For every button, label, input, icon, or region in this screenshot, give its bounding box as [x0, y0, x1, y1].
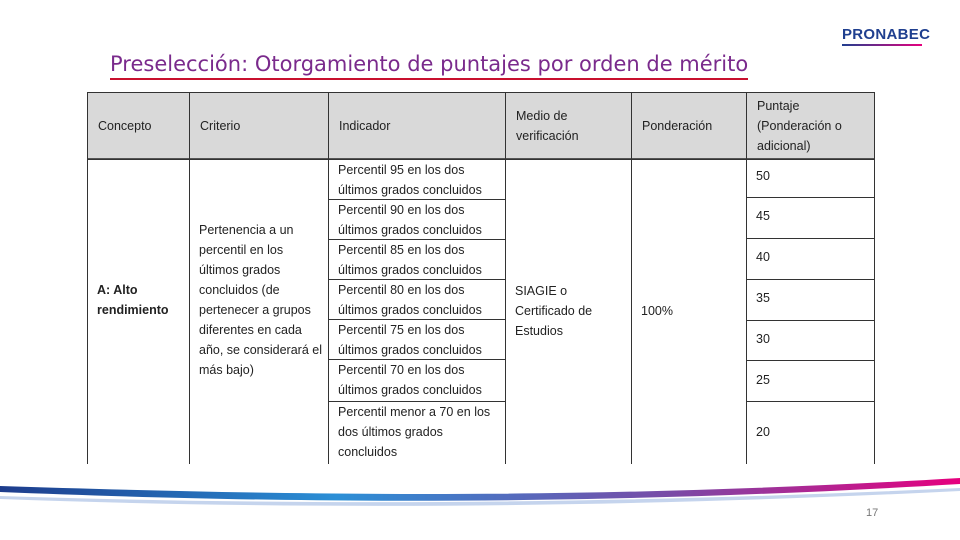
row-divider — [328, 199, 506, 200]
row-divider — [746, 320, 875, 321]
indicador-cell: Percentil 80 en los dos últimos grados concluidos — [338, 283, 482, 317]
header-criterio: Criterio — [189, 92, 329, 159]
header-medio: Medio de verificación — [505, 92, 632, 159]
header-indicador: Indicador — [328, 92, 506, 159]
table-border — [631, 92, 632, 464]
row-divider — [746, 197, 875, 198]
ponderacion-cell: 100% — [641, 304, 673, 318]
concepto-cell: A: Alto rendimiento — [97, 283, 169, 317]
pronabec-logo: PRONABEC — [842, 26, 931, 43]
table-border — [87, 92, 88, 464]
table-border — [189, 92, 190, 464]
criterio-cell: Pertenencia a un percentil en los últimos grados concluidos (de pertenecer a grupos diferentes en cada año, se considerará el más bajo) — [199, 223, 322, 377]
indicador-cell: Percentil 70 en los dos últimos grados concluidos — [338, 363, 482, 397]
puntaje-cell: 35 — [756, 291, 770, 305]
footer-swoosh — [0, 472, 960, 512]
table-border — [87, 159, 875, 160]
medio-cell: SIAGIE o Certificado de Estudios — [515, 284, 593, 338]
table-border — [746, 92, 747, 464]
indicador-cell: Percentil 75 en los dos últimos grados concluidos — [338, 323, 482, 357]
header-concepto: Concepto — [87, 92, 190, 159]
row-divider — [328, 401, 506, 402]
table-border — [505, 92, 506, 464]
row-divider — [746, 401, 875, 402]
indicador-cell: Percentil 95 en los dos últimos grados concluidos — [338, 163, 482, 197]
puntaje-cell: 40 — [756, 250, 770, 264]
indicador-cell: Percentil menor a 70 en los dos últimos grados concluidos — [338, 405, 491, 459]
puntaje-cell: 50 — [756, 169, 770, 183]
puntaje-cell: 25 — [756, 373, 770, 387]
row-divider — [746, 238, 875, 239]
table-border — [874, 92, 875, 464]
puntaje-cell: 30 — [756, 332, 770, 346]
row-divider — [328, 239, 506, 240]
page-number: 17 — [866, 507, 879, 519]
criteria-table — [87, 92, 875, 464]
indicador-cell: Percentil 85 en los dos últimos grados concluidos — [338, 243, 482, 277]
puntaje-cell: 20 — [756, 425, 770, 439]
header-puntaje: Puntaje (Ponderación o adicional) — [746, 92, 875, 159]
row-divider — [328, 319, 506, 320]
table-border — [87, 92, 875, 93]
puntaje-cell: 45 — [756, 209, 770, 223]
row-divider — [328, 359, 506, 360]
slide-title: Preselección: Otorgamiento de puntajes por orden de mérito — [110, 50, 748, 80]
row-divider — [746, 360, 875, 361]
table-border — [328, 92, 329, 464]
row-divider — [328, 279, 506, 280]
indicador-cell: Percentil 90 en los dos últimos grados concluidos — [338, 203, 482, 237]
row-divider — [746, 279, 875, 280]
header-ponderacion: Ponderación — [631, 92, 747, 159]
logo-underline — [842, 44, 922, 46]
